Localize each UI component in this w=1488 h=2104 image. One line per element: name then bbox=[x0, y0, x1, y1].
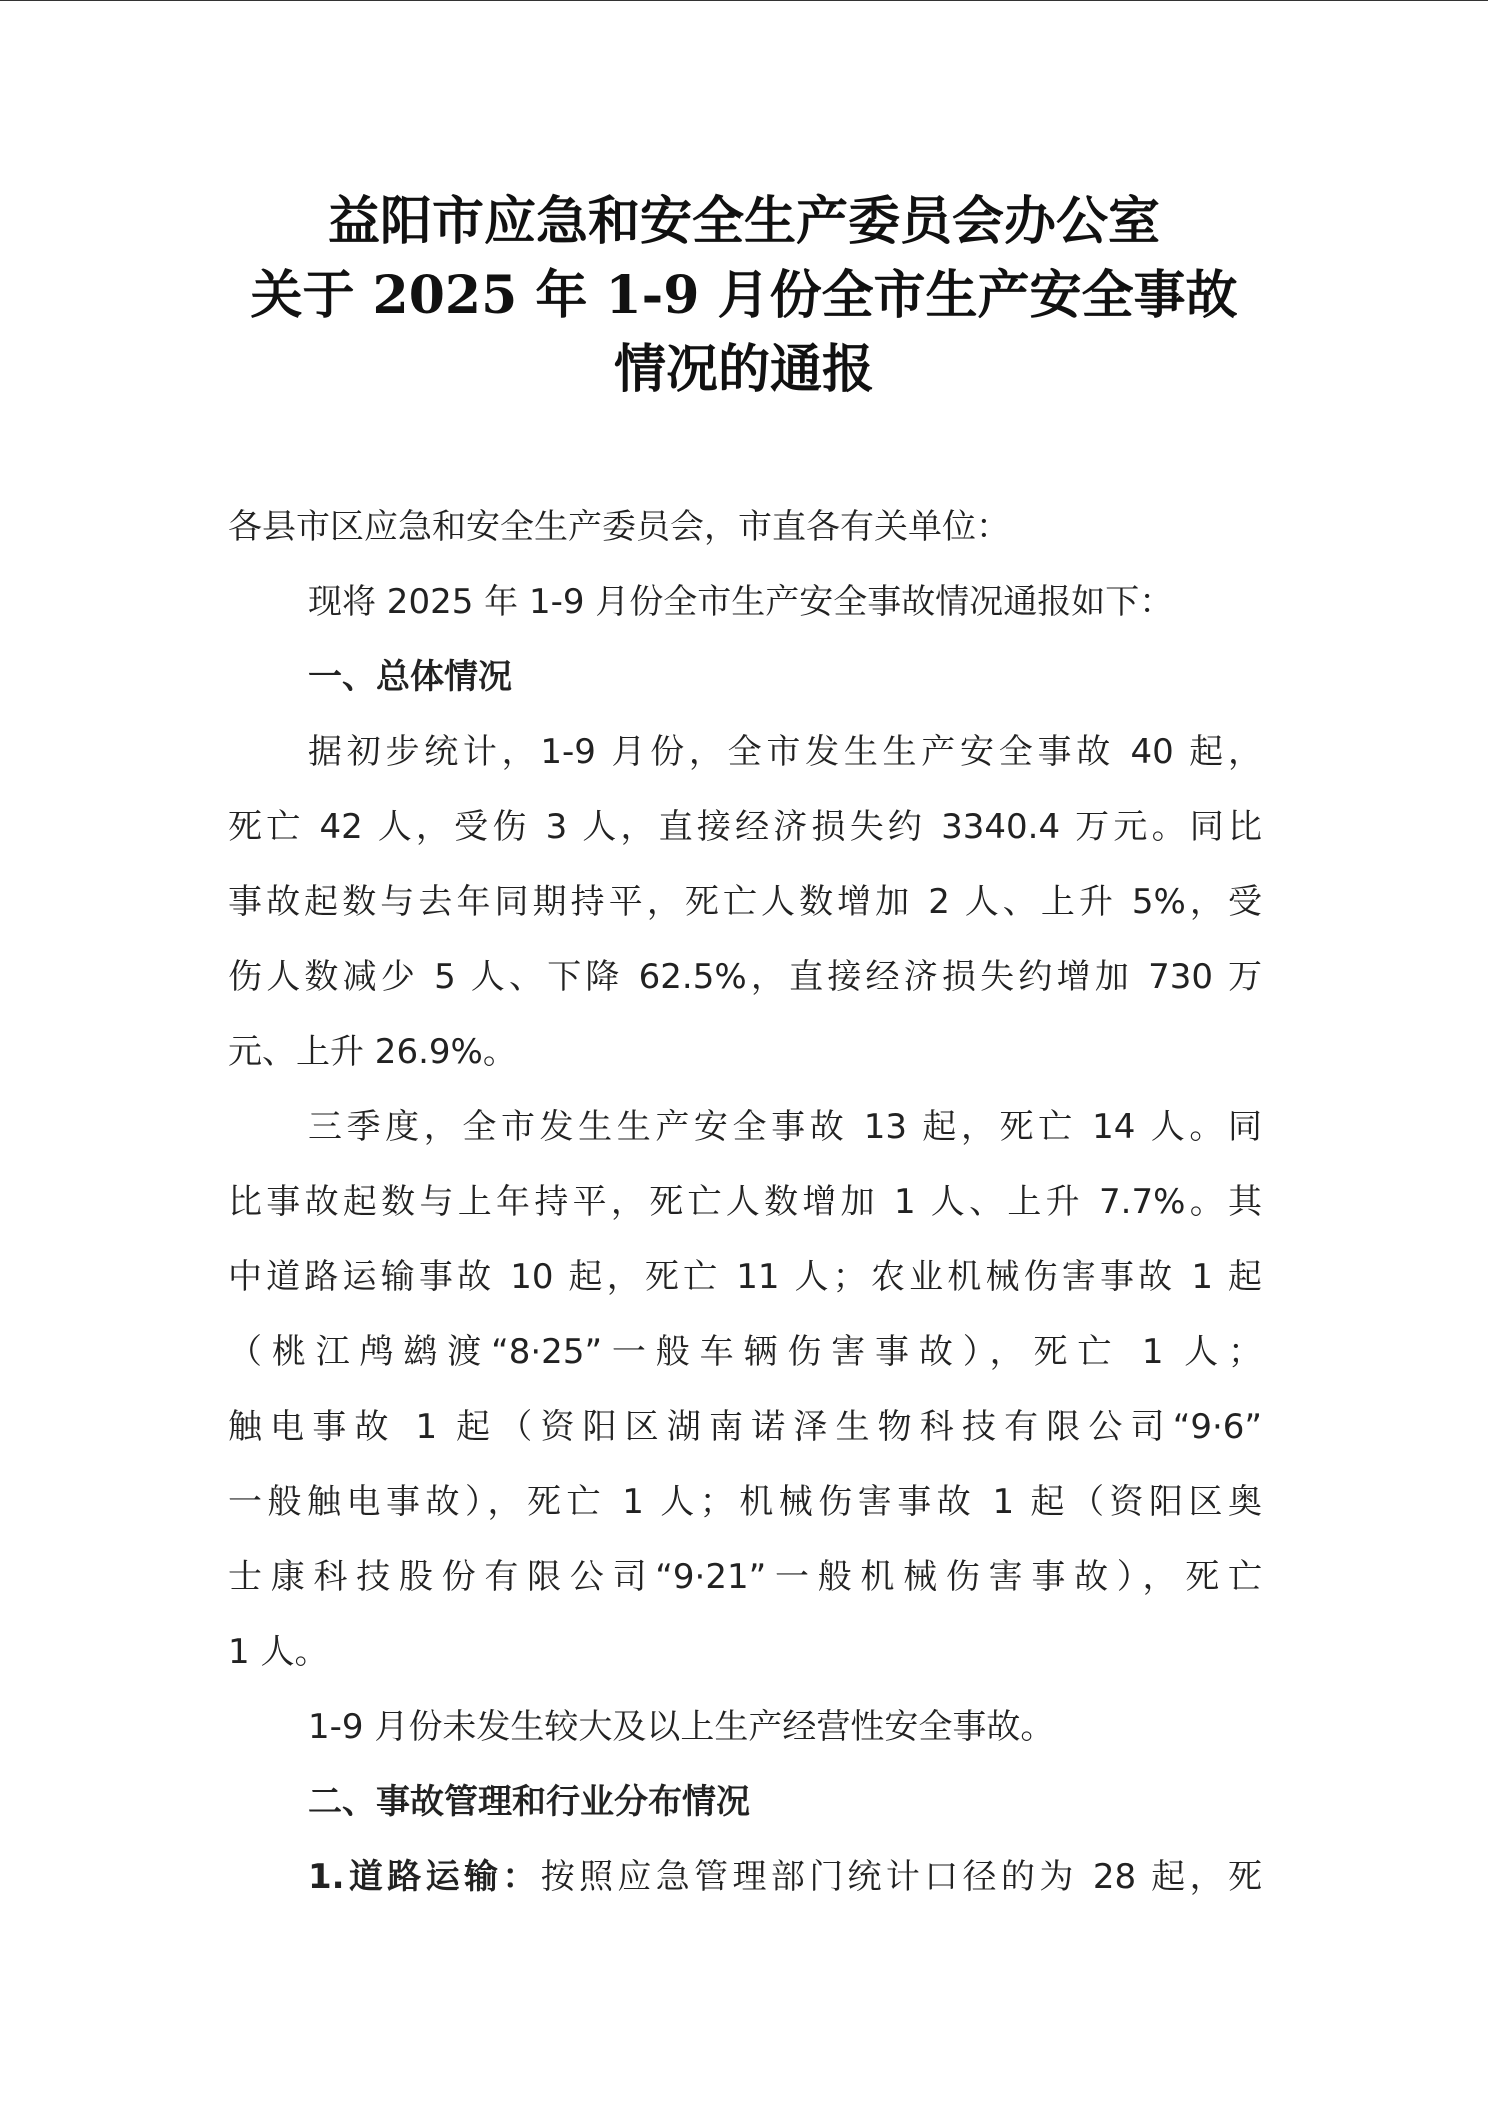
paragraph-line: 1 人。 bbox=[228, 1632, 329, 1672]
document-title bbox=[0, 185, 1488, 407]
paragraph-overall-stats bbox=[228, 715, 1262, 1090]
section-heading-distribution: 二、事故管理和行业分布情况 bbox=[308, 1782, 750, 1822]
paragraph-line: （桃江鸬鹚渡“8·25”一般车辆伤害事故），死亡 1 人； bbox=[228, 1332, 1262, 1372]
paragraph-q3-stats bbox=[228, 1090, 1262, 1690]
road-transport-text: 按照应急管理部门统计口径的为 28 起，死 bbox=[540, 1857, 1262, 1897]
paragraph-line: 触电事故 1 起（资阳区湖南诺泽生物科技有限公司“9·6” bbox=[228, 1407, 1262, 1447]
title-line-1: 益阳市应急和安全生产委员会办公室 bbox=[327, 191, 1160, 252]
paragraph-line: 士康科技股份有限公司“9·21”一般机械伤害事故），死亡 bbox=[228, 1557, 1262, 1597]
road-transport-label: 1.道路运输： bbox=[308, 1857, 541, 1897]
paragraph-line: 死亡 42 人，受伤 3 人，直接经济损失约 3340.4 万元。同比 bbox=[228, 807, 1262, 847]
paragraph-line: 据初步统计，1-9 月份，全市发生生产安全事故 40 起， bbox=[308, 732, 1262, 772]
salutation: 各县市区应急和安全生产委员会，市直各有关单位： bbox=[228, 507, 1010, 547]
section-heading-overall: 一、总体情况 bbox=[308, 657, 512, 697]
paragraph-line: 伤人数减少 5 人、下降 62.5%，直接经济损失约增加 730 万 bbox=[228, 957, 1262, 997]
title-line-3: 情况的通报 bbox=[613, 339, 874, 400]
paragraph-line: 元、上升 26.9%。 bbox=[228, 1032, 517, 1072]
title-line-2: 关于 2025 年 1-9 月份全市生产安全事故 bbox=[250, 265, 1238, 326]
document-body bbox=[228, 490, 1262, 1915]
paragraph-no-major-accidents: 1-9 月份未发生较大及以上生产经营性安全事故。 bbox=[308, 1707, 1055, 1747]
paragraph-line: 中道路运输事故 10 起，死亡 11 人；农业机械伤害事故 1 起 bbox=[228, 1257, 1262, 1297]
paragraph-road-transport bbox=[228, 1840, 1262, 1915]
intro-paragraph: 现将 2025 年 1-9 月份全市生产安全事故情况通报如下： bbox=[308, 582, 1174, 622]
paragraph-line: 一般触电事故），死亡 1 人；机械伤害事故 1 起（资阳区奥 bbox=[228, 1482, 1262, 1522]
paragraph-line: 三季度，全市发生生产安全事故 13 起，死亡 14 人。同 bbox=[308, 1107, 1262, 1147]
paragraph-line: 事故起数与去年同期持平，死亡人数增加 2 人、上升 5%，受 bbox=[228, 882, 1262, 922]
paragraph-line: 比事故起数与上年持平，死亡人数增加 1 人、上升 7.7%。其 bbox=[228, 1182, 1262, 1222]
